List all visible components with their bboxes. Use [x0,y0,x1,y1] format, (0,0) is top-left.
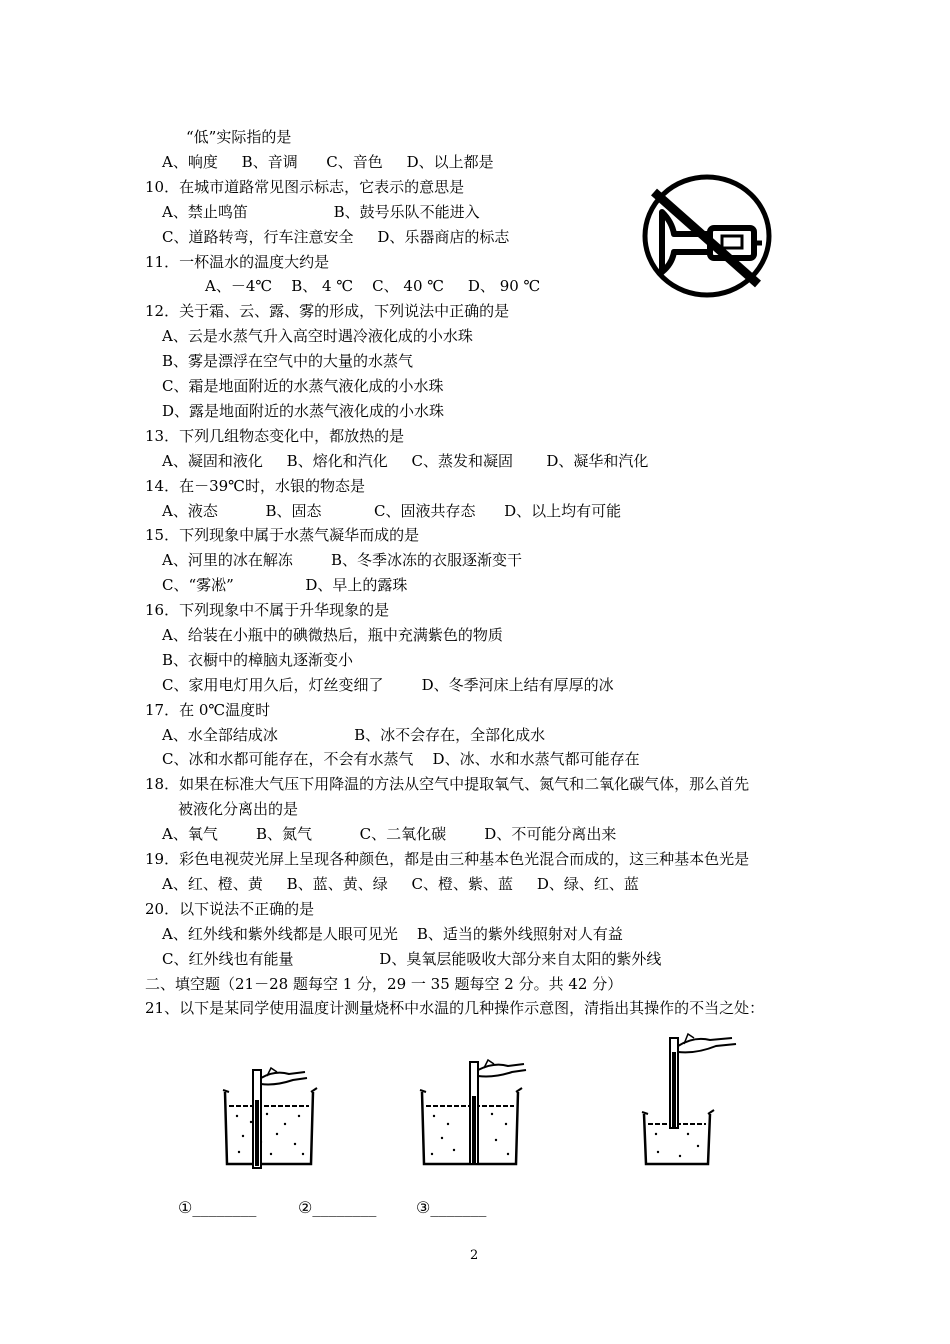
q17-stem: 17．在 0℃温度时 [145,701,271,719]
q14-options: A、液态 B、固态 C、固液共存态 D、以上均有可能 [162,502,622,520]
q12-option-b: B、雾是漂浮在空气中的大量的水蒸气 [162,352,414,370]
q16-option-b: B、衣橱中的樟脑丸逐渐变小 [162,651,354,669]
beaker-thermometer-icon [215,1030,325,1175]
q19-options: A、红、橙、黄 B、蓝、黄、绿 C、橙、紫、蓝 D、绿、红、蓝 [162,875,639,893]
q10-options-cd: C、道路转弯，行车注意安全 D、乐器商店的标志 [162,228,510,246]
answer-blank-3[interactable]: ③_______ [416,1198,487,1217]
q18-options: A、氧气 B、氮气 C、二氧化碳 D、不可能分离出来 [162,825,617,843]
answer-blank-2[interactable]: ②________ [298,1198,377,1217]
q12-option-d: D、露是地面附近的水蒸气液化成的小水珠 [162,402,445,420]
page-number: 2 [470,1248,479,1263]
q18-stem-cont: 被液化分离出的是 [178,800,299,818]
q16-stem: 16．下列现象中不属于升华现象的是 [145,601,390,619]
beaker-thermometer-icon [412,1030,532,1175]
q20-options-cd: C、红外线也有能量 D、臭氧层能吸收大部分来自太阳的紫外线 [162,950,662,968]
beaker-thermometer-icon [632,1030,742,1175]
q11-options: A、－4℃ B、 4 ℃ C、 40 ℃ D、 90 ℃ [205,277,541,295]
answer-blank-1[interactable]: ①________ [178,1198,257,1217]
q20-options-ab: A、红外线和紫外线都是人眼可见光 B、适当的紫外线照射对人有益 [162,925,623,943]
q19-stem: 19．彩色电视荧光屏上呈现各种颜色，都是由三种基本色光混合而成的，这三种基本色光是 [145,850,750,868]
q17-options-cd: C、冰和水都可能存在，不会有水蒸气 D、冰、水和水蒸气都可能存在 [162,750,640,768]
q9-options: A、响度 B、音调 C、音色 D、以上都是 [162,153,494,171]
q16-options-cd: C、家用电灯用久后，灯丝变细了 D、冬季河床上结有厚厚的冰 [162,676,614,694]
q11-stem: 11．一杯温水的温度大约是 [145,253,330,271]
q15-stem: 15．下列现象中属于水蒸气凝华而成的是 [145,526,420,544]
q15-options-ab: A、河里的冰在解冻 B、冬季冰冻的衣服逐渐变干 [162,551,523,569]
q15-options-cd: C、“雾凇” D、早上的露珠 [162,576,408,594]
no-horn-sign-icon [640,172,774,300]
q13-options: A、凝固和液化 B、熔化和汽化 C、蒸发和凝固 D、凝华和汽化 [162,452,649,470]
q14-stem: 14．在－39℃时，水银的物态是 [145,477,365,495]
q13-stem: 13．下列几组物态变化中，都放热的是 [145,427,405,445]
q12-option-a: A、云是水蒸气升入高空时遇冷液化成的小水珠 [162,327,473,345]
q10-stem: 10．在城市道路常见图示标志，它表示的意思是 [145,178,465,196]
q9-continuation: “低”实际指的是 [186,128,292,146]
q17-options-ab: A、水全部结成冰 B、冰不会存在，全部化成水 [162,726,546,744]
q20-stem: 20．以下说法不正确的是 [145,900,315,918]
q21-stem: 21、以下是某同学使用温度计测量烧杯中水温的几种操作示意图，清指出其操作的不当之处： [145,999,765,1017]
q16-option-a: A、给装在小瓶中的碘微热后，瓶中充满紫色的物质 [162,626,503,644]
q12-stem: 12．关于霜、云、露、雾的形成，下列说法中正确的是 [145,302,510,320]
q10-options-ab: A、禁止鸣笛 B、鼓号乐队不能进入 [162,203,480,221]
section-2-heading: 二、填空题（21－28 题每空 1 分，29 一 35 题每空 2 分。共 42 分） [145,975,623,993]
q12-option-c: C、霜是地面附近的水蒸气液化成的小水珠 [162,377,444,395]
q18-stem: 18．如果在标准大气压下用降温的方法从空气中提取氧气、氮气和二氧化碳气体，那么首先 [145,775,750,793]
